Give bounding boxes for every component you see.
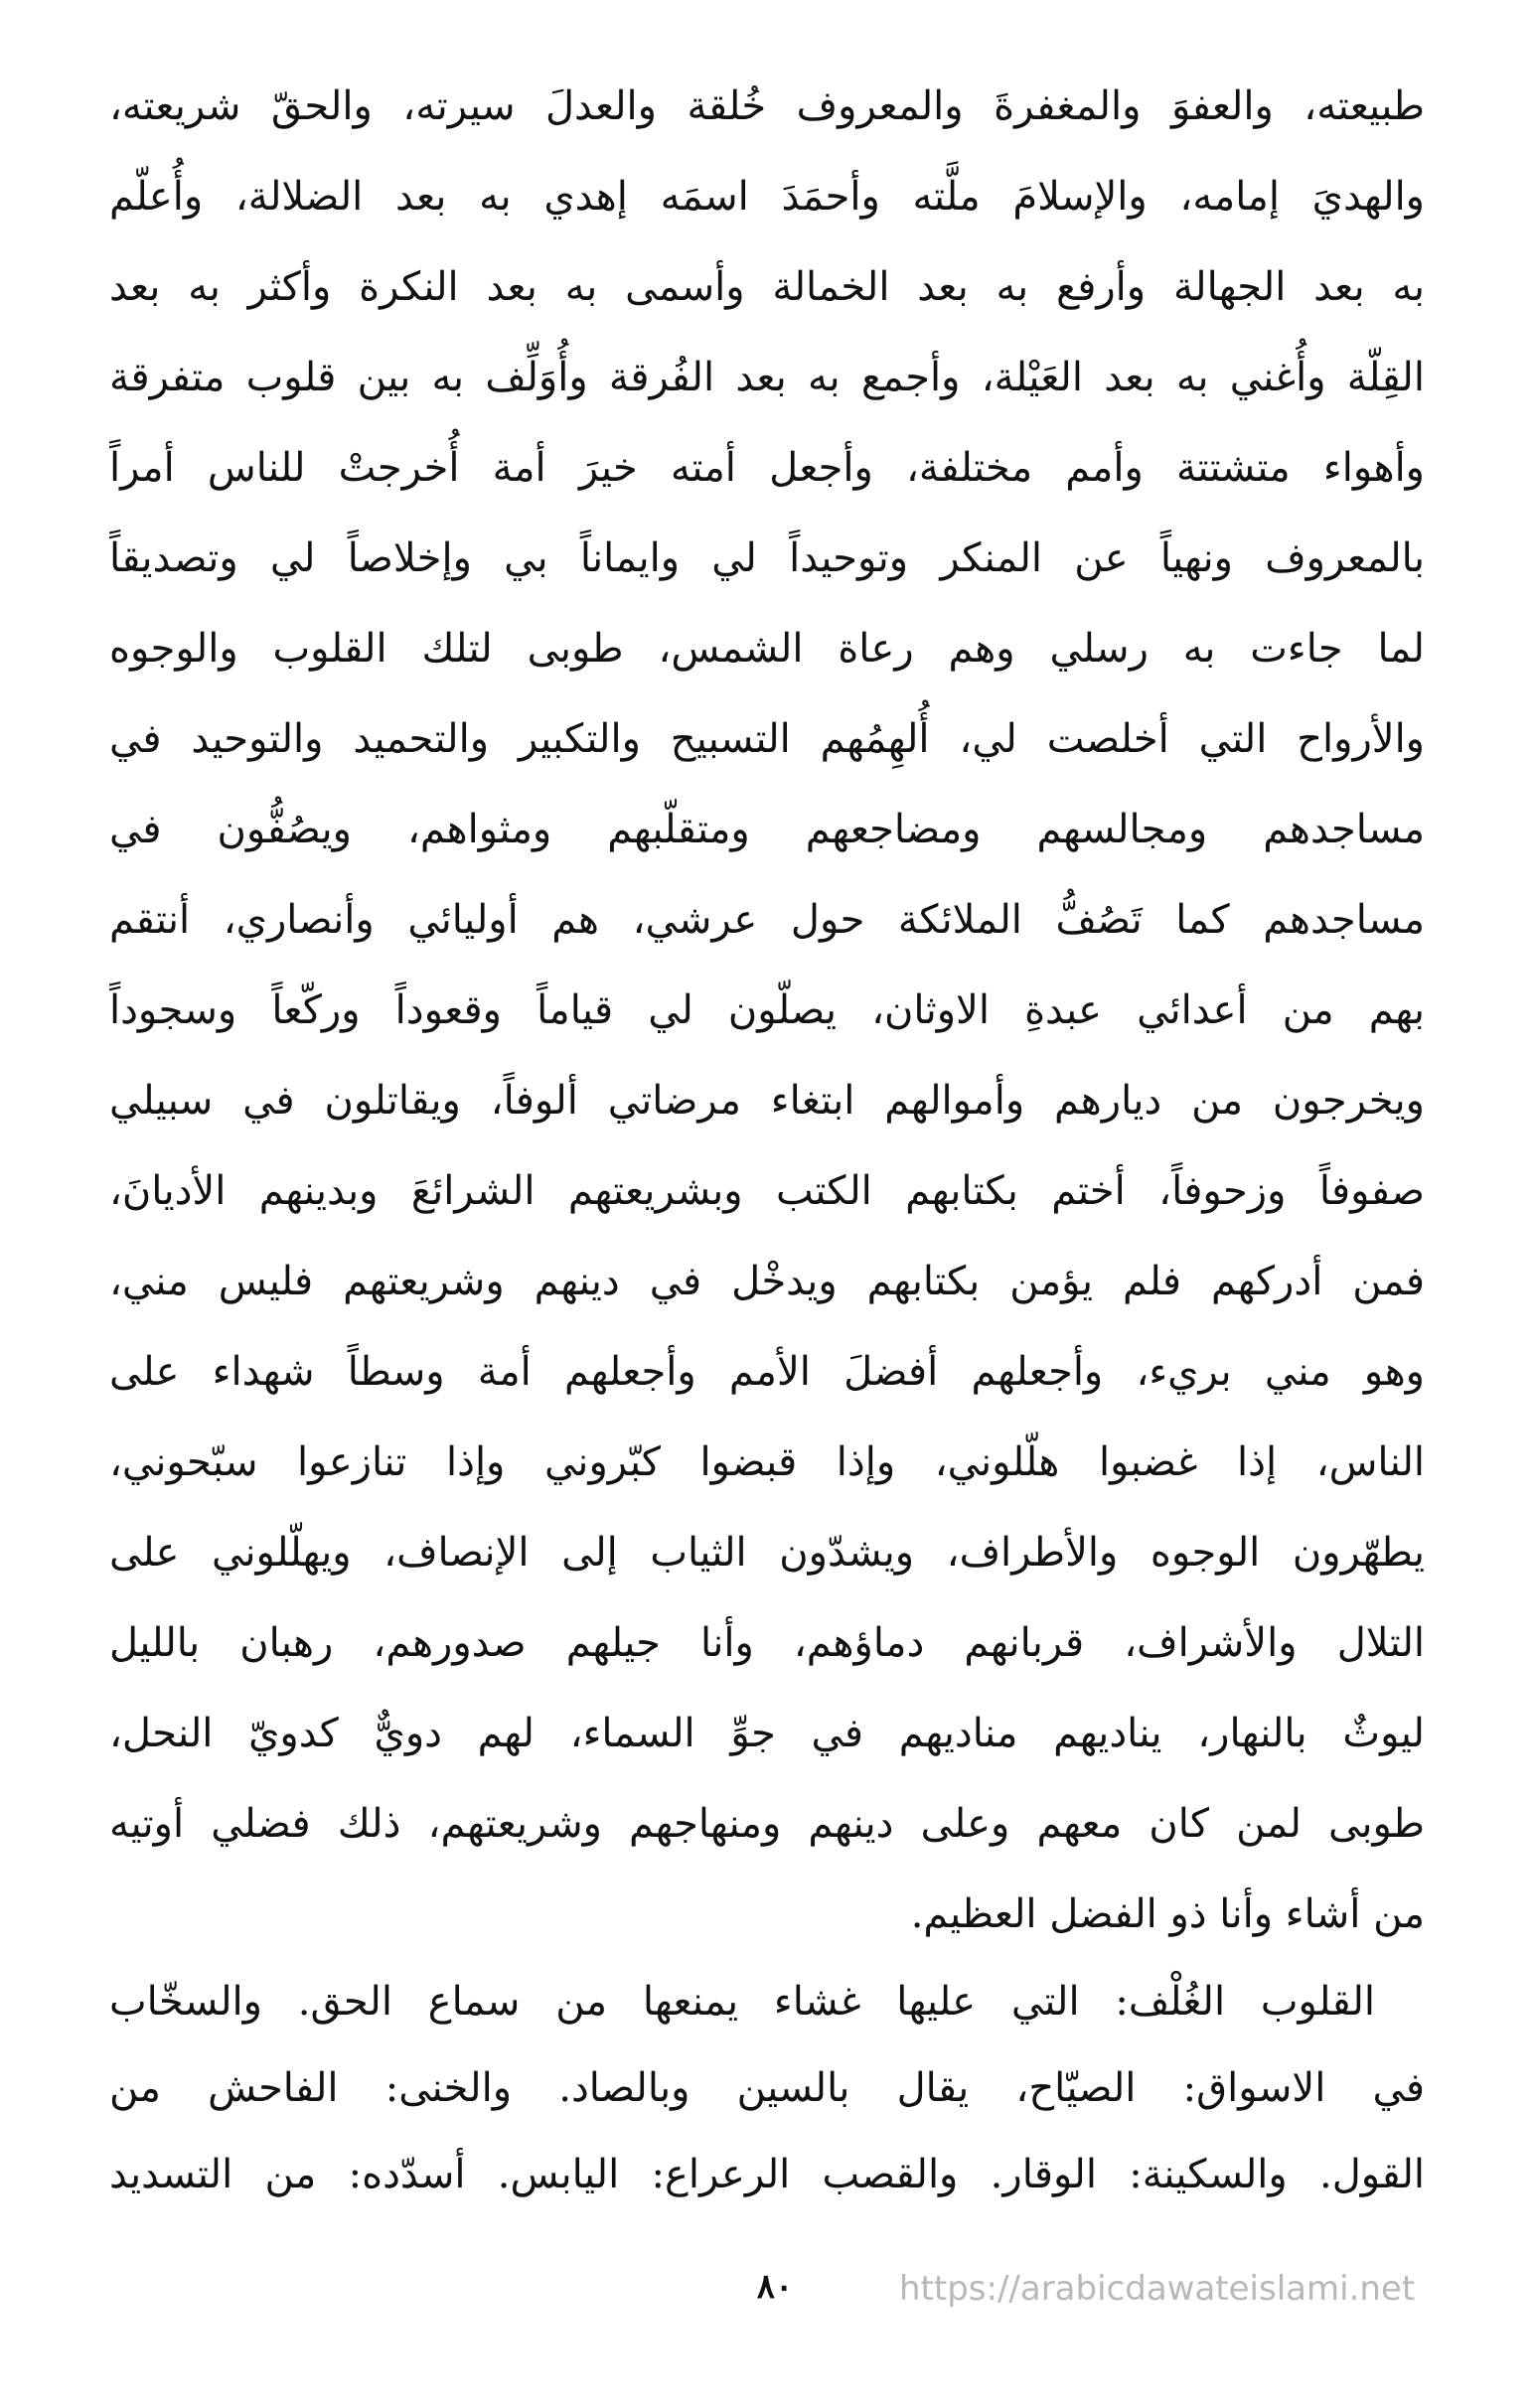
text-line: فمن أدركهم فلم يؤمن بكتابهم ويدخْل في دينهم وشريعتهم فليس مني، [109,1259,1425,1304]
text-line: الناس، إذا غضبوا هلّلوني، وإذا قبضوا كبّروني وإذا تنازعوا سبّحوني، [109,1439,1425,1485]
text-line: بالمعروف ونهياً عن المنكر وتوحيداً لي وايماناً بي وإخلاصاً لي وتصديقاً [109,535,1425,581]
watermark-url: https://arabicdawateislami.net [899,2269,1416,2309]
text-line: صفوفاً وزحوفاً، أختم بكتابهم الكتب وبشريعتهم الشرائعَ وبدينهم الأديانَ، [109,1168,1425,1214]
main-text-block [109,62,1425,1960]
text-line: به بعد الجهالة وأرفع به بعد الخمالة وأسمى به بعد النكرة وأكثر به بعد [109,264,1425,310]
text-line: والهديَ إمامه، والإسلامَ ملَّته وأحمَدَ اسمَه إهدي به بعد الضلالة، وأُعلّم [109,174,1425,220]
text-line-last: من أشاء وأنا ذو الفضل العظيم. [910,1891,1425,1937]
text-line: ويخرجون من ديارهم وأموالهم ابتغاء مرضاتي ألوفاً، ويقاتلون في سبيلي [109,1078,1425,1124]
text-line: التلال والأشراف، قربانهم دماؤهم، وأنا جيلهم صدورهم، رهبان بالليل [109,1620,1425,1666]
text-line: القِلّة وأُغني به بعد العَيْلة، وأجمع به بعد الفُرقة وأُوَلِّف به بين قلوب متفرقة [109,355,1425,400]
text-line: مساجدهم كما تَصُفُّ الملائكة حول عرشي، هم أوليائي وأنصاري، أنتقم [109,897,1425,943]
footnote-line: في الاسواق: الصيّاح، يقال بالسين وبالصاد. والخنى: الفاحش من [109,2065,1425,2111]
text-line: مساجدهم ومجالسهم ومضاجعهم ومتقلّبهم ومثواهم، ويصُفُّون في [109,807,1425,852]
text-line: يطهّرون الوجوه والأطراف، ويشدّون الثياب إلى الإنصاف، ويهلّلوني على [109,1530,1425,1576]
footnote-line: القول. والسكينة: الوقار. والقصب الرعراع: اليابس. أسدّده: من التسديد [109,2152,1425,2197]
text-line: وهو مني بريء، وأجعلهم أفضلَ الأمم وأجعلهم أمة وسطاً شهداء على [109,1349,1425,1395]
text-line: والأرواح التي أخلصت لي، أُلهِمُهم التسبيح والتكبير والتحميد والتوحيد في [109,716,1425,762]
text-line: ليوثٌ بالنهار، يناديهم مناديهم في جوِّ السماء، لهم دويٌّ كدويّ النحل، [109,1711,1425,1756]
footnote-line: القلوب الغُلْف: التي عليها غشاء يمنعها من سماع الحق. والسخّاب [109,1979,1375,2025]
text-line: لما جاءت به رسلي وهم رعاة الشمس، طوبى لتلك القلوب والوجوه [109,626,1425,672]
text-line: طوبى لمن كان معهم وعلى دينهم ومنهاجهم وشريعتهم، ذلك فضلي أوتيه [109,1801,1425,1847]
footnotes-block [109,1959,1425,2218]
page-number: ٨٠ [756,2267,794,2307]
text-line: وأهواء متشتتة وأمم مختلفة، وأجعل أمته خيرَ أمة أُخرجتْ للناس أمراً [109,445,1425,491]
text-line: بهم من أعدائي عبدةِ الاوثان، يصلّون لي قياماً وقعوداً وركّعاً وسجوداً [109,987,1425,1033]
text-line: طبيعته، والعفوَ والمغفرةَ والمعروف خُلقة والعدلَ سيرته، والحقّ شريعته، [109,83,1425,129]
